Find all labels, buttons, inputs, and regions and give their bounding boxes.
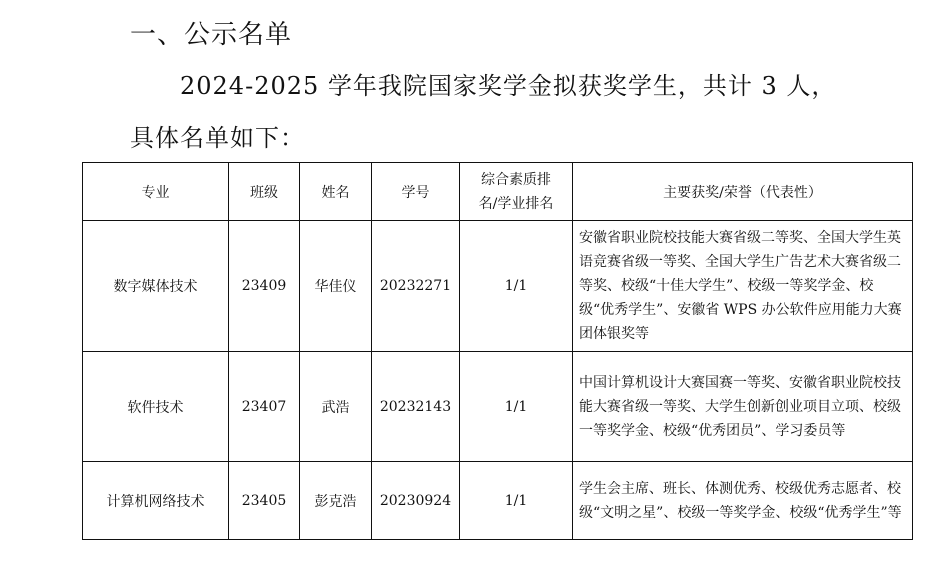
table-header-row [83,163,913,221]
cell-class: 23407 [229,352,300,462]
intro-line-1: 2024-2025 学年我院国家奖学金拟获奖学生，共计 3 人， [180,72,837,100]
header-rank-line-2: 名/学业排名 [478,195,554,212]
section-heading: 一、公示名单 [130,20,293,50]
header-rank-line-1: 综合素质排 [481,171,551,188]
intro-line-2: 具体名单如下： [130,124,305,152]
cell-major: 数字媒体技术 [83,221,229,352]
cell-awards: 学生会主席、班长、体测优秀、校级优秀志愿者、校级“文明之星”、校级一等奖学金、校级“优秀学生”等 [573,462,913,540]
cell-awards: 安徽省职业院校技能大赛省级二等奖、全国大学生英语竞赛省级一等奖、全国大学生广告艺术大赛省级二等奖、校级“十佳大学生”、校级一等奖学金、校级“优秀学生”、安徽省 WPS 办公软件应用能力大赛团体银奖等 [573,221,913,352]
header-major: 专业 [83,163,229,221]
cell-name: 武浩 [300,352,372,462]
table-row [83,221,913,352]
table-row [83,352,913,462]
scholarship-roster-table [82,162,913,540]
cell-rank: 1/1 [460,221,573,352]
cell-major: 软件技术 [83,352,229,462]
header-rank [460,163,573,221]
cell-student-id: 20232143 [372,352,460,462]
cell-rank: 1/1 [460,462,573,540]
cell-major: 计算机网络技术 [83,462,229,540]
header-class: 班级 [229,163,300,221]
header-student-id: 学号 [372,163,460,221]
cell-class: 23409 [229,221,300,352]
cell-rank: 1/1 [460,352,573,462]
header-name: 姓名 [300,163,372,221]
cell-name: 彭克浩 [300,462,372,540]
cell-awards: 中国计算机设计大赛国赛一等奖、安徽省职业院校技能大赛省级一等奖、大学生创新创业项目立项、校级一等奖学金、校级“优秀团员”、学习委员等 [573,352,913,462]
cell-student-id: 20232271 [372,221,460,352]
cell-student-id: 20230924 [372,462,460,540]
table-row [83,462,913,540]
header-awards: 主要获奖/荣誉（代表性） [573,163,913,221]
cell-class: 23405 [229,462,300,540]
cell-name: 华佳仪 [300,221,372,352]
